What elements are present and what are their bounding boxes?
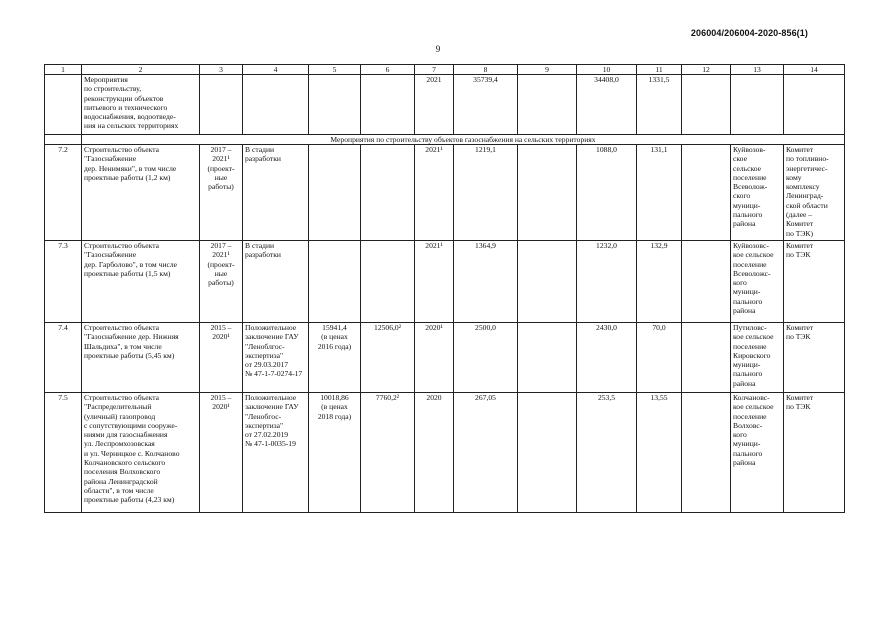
local-funding: 131,1 (637, 145, 682, 241)
remaining-cost (361, 241, 415, 323)
summary-name: Мероприятия по строительству, реконструкции объектов питьевого и технического водоснабжения, водоотведе- ния на сельских территориях (82, 75, 200, 135)
federal-funding (518, 145, 577, 241)
column-number-row (45, 65, 845, 75)
column-number: 8 (454, 65, 518, 75)
column-number: 2 (82, 65, 200, 75)
municipality: Куйвозовс- кое сельское поселение Всеволожс- кого муници- пального района (731, 241, 784, 323)
object-name: Строительство объекта "Газоснабжение дер. Ненимяки", в том числе проектные работы (1,2 км) (82, 145, 200, 241)
summary-regional: 34408,0 (577, 75, 637, 135)
other-funding (682, 323, 731, 393)
object-name: Строительство объекта "Газоснабжение дер. Нижняя Шальдиха", в том числе проектные работы (5,45 км) (82, 323, 200, 393)
funding-year: 2021¹ (415, 145, 454, 241)
funding-year: 2020 (415, 393, 454, 513)
documentation-status: В стадии разработки (243, 241, 309, 323)
federal-funding (518, 393, 577, 513)
documentation-status: В стадии разработки (243, 145, 309, 241)
object-name: Строительство объекта "Распределительный (уличный) газопровод с сопутствующими сооруже- ниями для газоснабжения ул. Леспромхозовская и ул. Черницкое с. Колчаново Колчановского сельского поселения Волховского района Ленинградской области", в том числе проектные работы (4,23 км) (82, 393, 200, 513)
responsible-body: Комитет по ТЭК (784, 323, 845, 393)
column-number: 7 (415, 65, 454, 75)
documentation-status: Положительное заключение ГАУ "Ленобгос- экспертиза" от 27.02.2019 № 47-1-0035-19 (243, 393, 309, 513)
row-number: 7.5 (45, 393, 82, 513)
total-funding: 1364,9 (454, 241, 518, 323)
other-funding (682, 145, 731, 241)
section-title: Мероприятия по строительству объектов газоснабжения на сельских территориях (82, 135, 845, 145)
responsible-body: Комитет по ТЭК (784, 393, 845, 513)
documentation-status: Положительное заключение ГАУ "Леноблгос- экспертиза" от 29.03.2017 № 47-1-7-0274-17 (243, 323, 309, 393)
estimated-cost: 10018,86 (в ценах 2018 года) (309, 393, 361, 513)
total-funding: 1219,1 (454, 145, 518, 241)
row-number: 7.4 (45, 323, 82, 393)
column-number: 1 (45, 65, 82, 75)
municipality: Колчановс- кое сельское поселение Волховс- кого муници- пального района (731, 393, 784, 513)
column-number: 3 (200, 65, 243, 75)
document-code: 206004/206004-2020-856(1) (690, 28, 808, 38)
funding-year: 2021¹ (415, 241, 454, 323)
column-number: 11 (637, 65, 682, 75)
federal-funding (518, 323, 577, 393)
page-number: 9 (435, 44, 441, 54)
object-name: Строительство объекта "Газоснабжение дер. Гарболово", в том числе проектные работы (1,5 км) (82, 241, 200, 323)
remaining-cost: 7760,2² (361, 393, 415, 513)
remaining-cost (361, 145, 415, 241)
local-funding: 13,55 (637, 393, 682, 513)
table-row (45, 145, 845, 241)
column-number: 5 (309, 65, 361, 75)
estimated-cost (309, 241, 361, 323)
column-number: 14 (784, 65, 845, 75)
table-row (45, 241, 845, 323)
column-number: 9 (518, 65, 577, 75)
summary-year: 2021 (415, 75, 454, 135)
federal-funding (518, 241, 577, 323)
period: 2015 – 2020¹ (200, 323, 243, 393)
table-row (45, 393, 845, 513)
column-number: 12 (682, 65, 731, 75)
column-number: 4 (243, 65, 309, 75)
row-number: 7.2 (45, 145, 82, 241)
regional-funding: 253,5 (577, 393, 637, 513)
local-funding: 70,0 (637, 323, 682, 393)
period: 2015 – 2020¹ (200, 393, 243, 513)
program-table (44, 64, 845, 513)
summary-row (45, 75, 845, 135)
period: 2017 – 2021¹ (проект- ные работы) (200, 145, 243, 241)
summary-local: 1331,5 (637, 75, 682, 135)
funding-year: 2020¹ (415, 323, 454, 393)
total-funding: 267,05 (454, 393, 518, 513)
total-funding: 2500,0 (454, 323, 518, 393)
column-number: 13 (731, 65, 784, 75)
period: 2017 – 2021¹ (проект- ные работы) (200, 241, 243, 323)
section-row (45, 135, 845, 145)
table-row (45, 323, 845, 393)
other-funding (682, 241, 731, 323)
responsible-body: Комитет по топливно- энергетичес- кому комплексу Ленинград- ской области (далее – Комитет по ТЭК) (784, 145, 845, 241)
summary-total: 35739,4 (454, 75, 518, 135)
estimated-cost: 15941,4 (в ценах 2016 года) (309, 323, 361, 393)
municipality: Куйвозов- ское сельское поселение Всеволож- ского муници- пального района (731, 145, 784, 241)
column-number: 10 (577, 65, 637, 75)
local-funding: 132,9 (637, 241, 682, 323)
regional-funding: 1088,0 (577, 145, 637, 241)
regional-funding: 2430,0 (577, 323, 637, 393)
remaining-cost: 12506,0² (361, 323, 415, 393)
municipality: Путиловс- кое сельское поселение Кировского муници- пального района (731, 323, 784, 393)
column-number: 6 (361, 65, 415, 75)
row-number: 7.3 (45, 241, 82, 323)
other-funding (682, 393, 731, 513)
estimated-cost (309, 145, 361, 241)
responsible-body: Комитет по ТЭК (784, 241, 845, 323)
regional-funding: 1232,0 (577, 241, 637, 323)
